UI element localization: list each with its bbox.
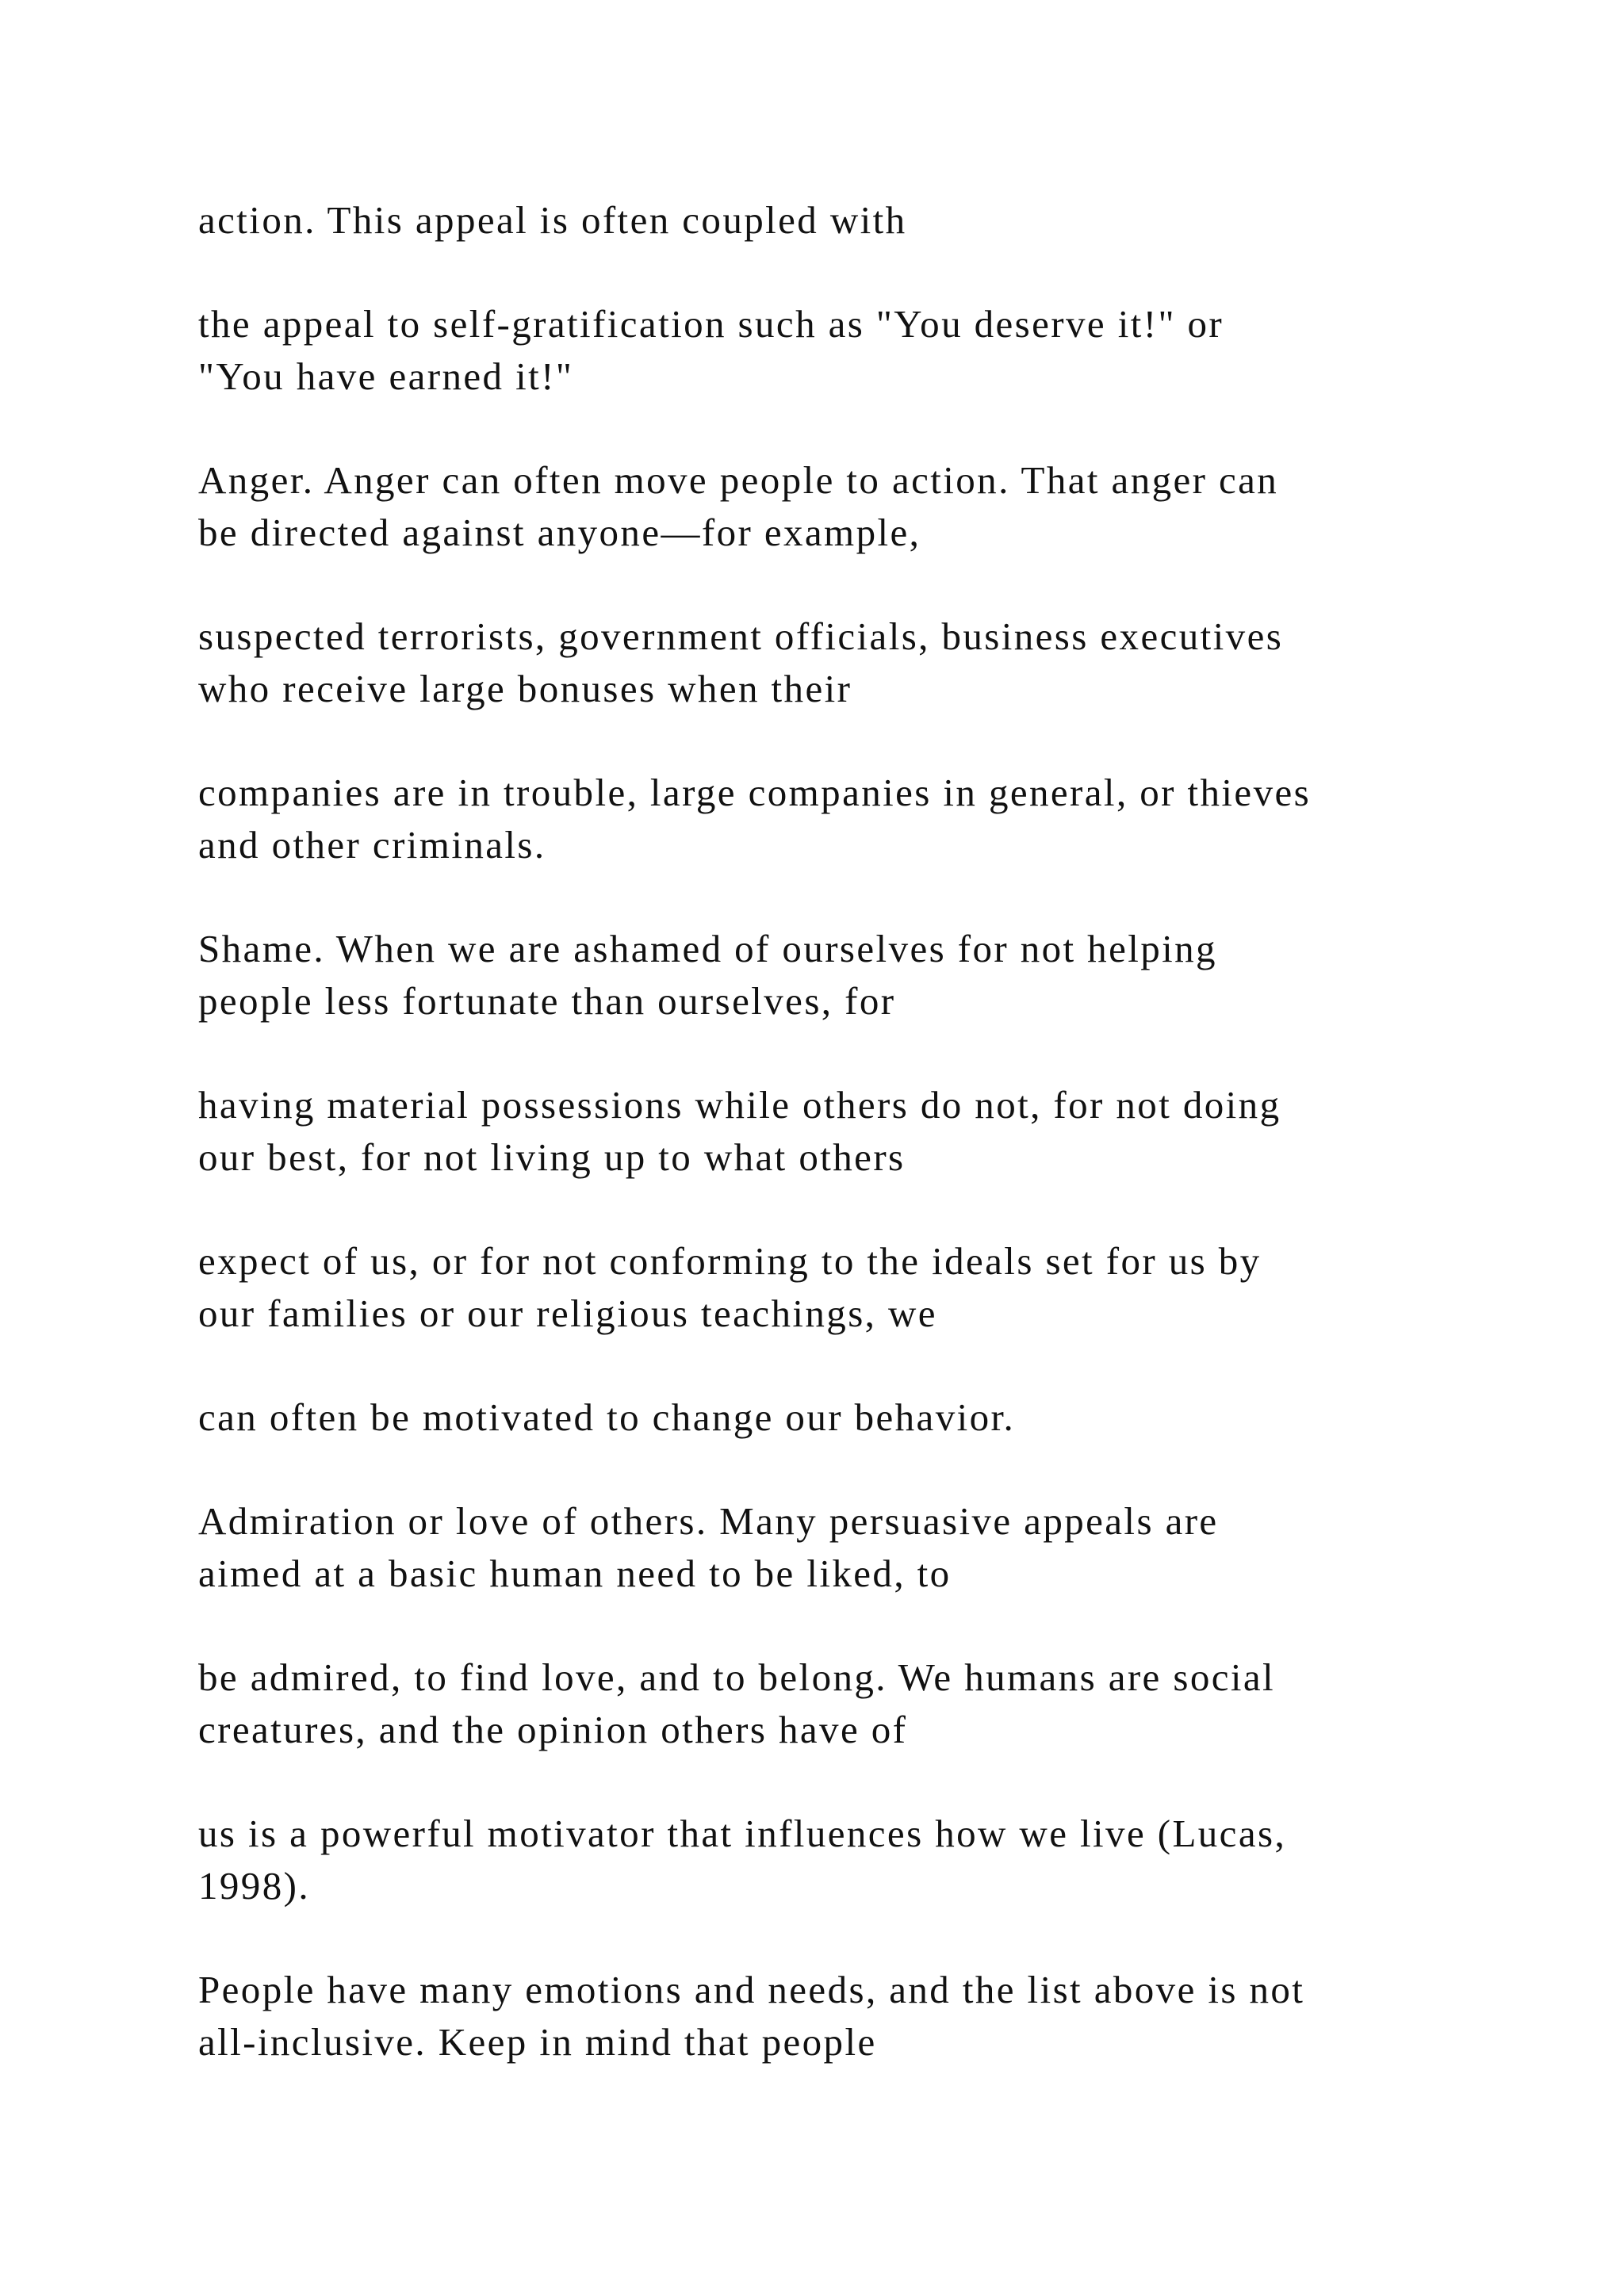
text-line: expect of us, or for not conforming to the ideals set for us by [198, 1239, 1262, 1283]
text-line: the appeal to self-gratification such as "You deserve it!" or [198, 302, 1224, 346]
paragraph [198, 1964, 1507, 2068]
paragraph [198, 923, 1507, 1027]
text-line: all-inclusive. Keep in mind that people [198, 2020, 877, 2064]
text-line: aimed at a basic human need to be liked, to [198, 1552, 952, 1595]
paragraph [198, 1079, 1507, 1184]
text-line: having material possessions while others do not, for not doing [198, 1083, 1281, 1127]
paragraph [198, 610, 1507, 715]
text-line: our best, for not living up to what others [198, 1135, 906, 1179]
text-line: Anger. Anger can often move people to action. That anger can [198, 458, 1279, 502]
paragraph [198, 298, 1507, 403]
text-line: people less fortunate than ourselves, for [198, 979, 896, 1023]
text-line: our families or our religious teachings, we [198, 1292, 937, 1335]
text-line: 1998). [198, 1864, 310, 1908]
text-line: "You have earned it!" [198, 354, 574, 398]
paragraph [198, 1391, 1507, 1444]
paragraph [198, 1651, 1507, 1756]
document-body [198, 194, 1507, 2120]
paragraph [198, 454, 1507, 559]
text-line: and other criminals. [198, 823, 546, 867]
text-line: People have many emotions and needs, and the list above is not [198, 1968, 1305, 2011]
text-line: companies are in trouble, large companies in general, or thieves [198, 771, 1312, 814]
text-line: be admired, to find love, and to belong. We humans are social [198, 1655, 1276, 1699]
paragraph [198, 194, 1507, 247]
paragraph [198, 767, 1507, 871]
paragraph [198, 1235, 1507, 1340]
text-line: action. This appeal is often coupled with [198, 198, 907, 242]
text-line: Shame. When we are ashamed of ourselves for not helping [198, 927, 1217, 970]
text-line: who receive large bonuses when their [198, 667, 852, 710]
text-line: Admiration or love of others. Many persuasive appeals are [198, 1499, 1219, 1543]
paragraph [198, 1495, 1507, 1600]
text-line: creatures, and the opinion others have of [198, 1708, 908, 1751]
paragraph [198, 1808, 1507, 1912]
text-line: can often be motivated to change our behavior. [198, 1395, 1016, 1439]
text-line: us is a powerful motivator that influences how we live (Lucas, [198, 1812, 1287, 1855]
text-line: suspected terrorists, government officials, business executives [198, 614, 1284, 658]
text-line: be directed against anyone—for example, [198, 511, 921, 554]
